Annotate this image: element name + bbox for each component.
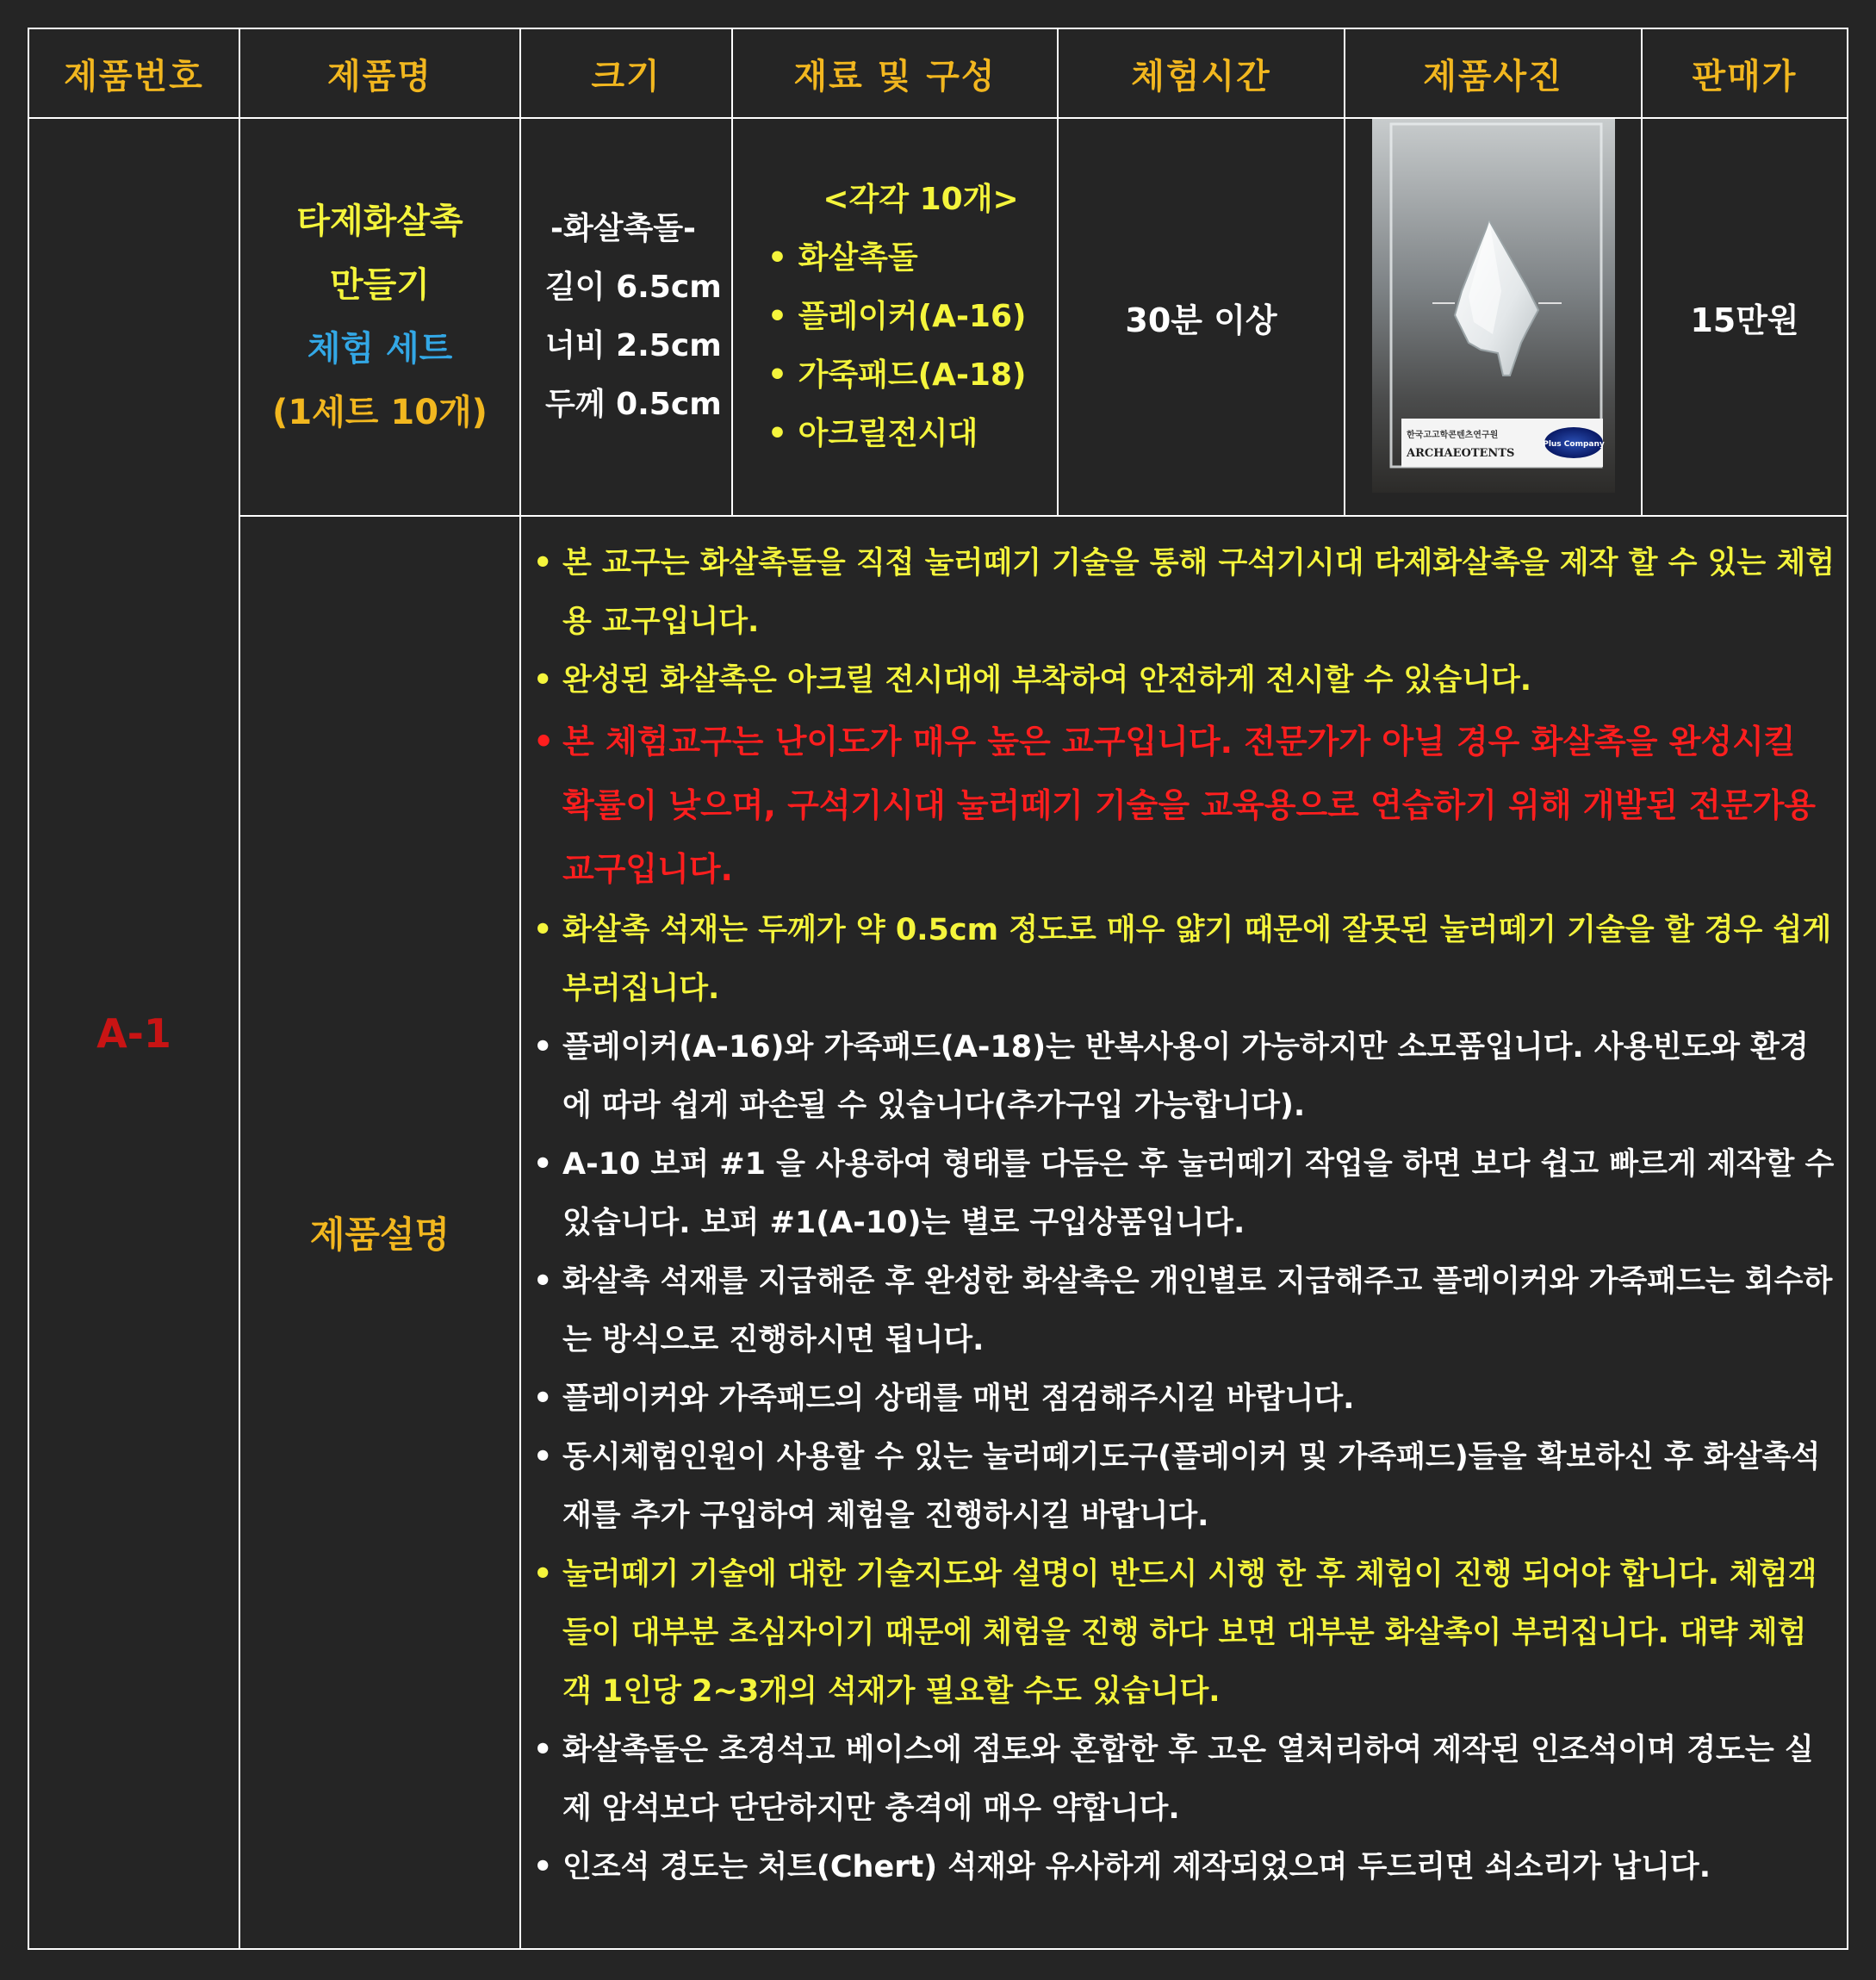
product-name-line: 만들기	[330, 265, 430, 305]
experience-time: 30분 이상	[1058, 118, 1345, 516]
description-text: 본 교구는 화살촉돌을 직접 눌러떼기 기술을 통해 구석기시대 타제화살촉을 제작 할 수 있는 체험용 교구입니다.	[562, 546, 1835, 639]
description-label: 제품설명	[239, 516, 520, 1949]
description-item	[533, 1428, 1835, 1545]
description-text: 화살촉 석재를 지급해준 후 완성한 화살촉은 개인별로 지급해주고 플레이커와 가죽패드는 회수하는 방식으로 진행하시면 됩니다.	[562, 1264, 1833, 1357]
bullet: •	[533, 1440, 553, 1474]
bullet: •	[533, 1264, 553, 1299]
materials-heading: <각각 10개>	[823, 182, 1019, 217]
description-item	[533, 1018, 1835, 1135]
product-name-line: 체험 세트	[307, 329, 453, 369]
size-line: -화살촉돌-	[550, 211, 696, 246]
description-text: A-10 보퍼 #1 을 사용하여 형태를 다듬은 후 눌러떼기 작업을 하면 보다 쉽고 빠르게 제작할 수 있습니다. 보퍼 #1(A-10)는 별로 구입상품입니다.	[562, 1147, 1835, 1240]
header-name: 제품명	[239, 28, 520, 118]
bullet: •	[533, 546, 553, 580]
materials-item	[733, 288, 1057, 346]
description-cell	[520, 516, 1848, 1949]
product-materials	[732, 118, 1058, 516]
description-item	[533, 651, 1835, 710]
description-item-warning	[533, 710, 1835, 901]
materials-item-text: 가죽패드(A-18)	[798, 357, 1027, 393]
materials-item-text: 화살촉돌	[798, 240, 918, 276]
header-code: 제품번호	[28, 28, 239, 118]
bullet: •	[533, 1557, 553, 1592]
bullet: •	[767, 299, 788, 334]
product-name-line: 타제화살촉	[296, 202, 463, 241]
description-item	[533, 1545, 1835, 1721]
bullet: •	[767, 416, 788, 451]
bullet: •	[533, 913, 553, 947]
materials-item-text: 아크릴전시대	[798, 416, 978, 451]
arrowhead-photo-image	[1372, 119, 1615, 493]
description-text: 플레이커(A-16)와 가죽패드(A-18)는 반복사용이 가능하지만 소모품입니다. 사용빈도와 환경에 따라 쉽게 파손될 수 있습니다(추가구입 가능합니다).	[562, 1030, 1809, 1123]
description-text: 완성된 화살촉은 아크릴 전시대에 부착하여 안전하게 전시할 수 있습니다.	[562, 663, 1532, 698]
bullet: •	[533, 663, 553, 698]
header-price: 판매가	[1642, 28, 1848, 118]
product-size	[520, 118, 732, 516]
description-item	[533, 1252, 1835, 1369]
header-row	[28, 28, 1848, 118]
description-item	[533, 1838, 1835, 1896]
size-line: 너비 2.5cm	[545, 328, 722, 363]
photo-label-small: 한국고고학콘텐츠연구원	[1406, 431, 1498, 440]
bullet: •	[533, 1733, 553, 1767]
photo-label-brand: ARCHAEOTENTS	[1406, 447, 1514, 460]
arrowhead-photo	[1372, 119, 1615, 493]
description-text: 본 체험교구는 난이도가 매우 높은 교구입니다. 전문가가 아닐 경우 화살촉을 완성시킬 확률이 낮으며, 구석기시대 눌러떼기 기술을 교육용으로 연습하기 위해 개발된 전문가용 교구입니다.	[562, 723, 1816, 888]
product-row	[28, 118, 1848, 516]
header-materials: 재료 및 구성	[732, 28, 1058, 118]
product-name-line: (1세트 10개)	[272, 393, 488, 432]
description-text: 화살촉돌은 초경석고 베이스에 점토와 혼합한 후 고온 열처리하여 제작된 인조석이며 경도는 실제 암석보다 단단하지만 충격에 매우 약합니다.	[562, 1733, 1814, 1826]
description-row	[28, 516, 1848, 1949]
materials-item	[733, 229, 1057, 288]
bullet: •	[767, 357, 788, 393]
size-line: 두께 0.5cm	[545, 387, 722, 422]
description-item	[533, 1369, 1835, 1428]
product-table	[28, 28, 1848, 1950]
description-item	[533, 534, 1835, 651]
size-line: 길이 6.5cm	[545, 270, 722, 305]
bullet: •	[533, 1381, 553, 1416]
materials-item	[733, 405, 1057, 463]
description-item	[533, 1135, 1835, 1252]
description-text: 인조석 경도는 처트(Chert) 석재와 유사하게 제작되었으며 두드리면 쇠소리가 납니다.	[562, 1850, 1711, 1884]
bullet: •	[533, 1030, 553, 1064]
bullet: •	[533, 1850, 553, 1884]
bullet: •	[533, 723, 555, 760]
product-code: A-1	[28, 118, 239, 1949]
description-text: 화살촉 석재는 두께가 약 0.5cm 정도로 매우 얇기 때문에 잘못된 눌러떼기 기술을 할 경우 쉽게 부러집니다.	[562, 913, 1832, 1006]
header-size: 크기	[520, 28, 732, 118]
photo-badge: Plus Company	[1542, 440, 1605, 449]
description-item	[533, 1721, 1835, 1838]
product-photo-cell	[1345, 118, 1642, 516]
product-price: 15만원	[1642, 118, 1848, 516]
bullet: •	[767, 240, 788, 276]
materials-item	[733, 346, 1057, 405]
product-name	[239, 118, 520, 516]
bullet: •	[533, 1147, 553, 1182]
materials-item-text: 플레이커(A-16)	[798, 299, 1027, 334]
description-text: 눌러떼기 기술에 대한 기술지도와 설명이 반드시 시행 한 후 체험이 진행 되어야 합니다. 체험객들이 대부분 초심자이기 때문에 체험을 진행 하다 보면 대부분 화살촉이 부러집니다. 대략 체험객 1인당 2~3개의 석재가 필요할 수도 있습니다.	[562, 1557, 1817, 1709]
header-photo: 제품사진	[1345, 28, 1642, 118]
description-text: 동시체험인원이 사용할 수 있는 눌러떼기도구(플레이커 및 가죽패드)들을 확보하신 후 화살촉석재를 추가 구입하여 체험을 진행하시길 바랍니다.	[562, 1440, 1821, 1533]
header-time: 체험시간	[1058, 28, 1345, 118]
description-text: 플레이커와 가죽패드의 상태를 매번 점검해주시길 바랍니다.	[562, 1381, 1355, 1416]
description-item	[533, 901, 1835, 1018]
